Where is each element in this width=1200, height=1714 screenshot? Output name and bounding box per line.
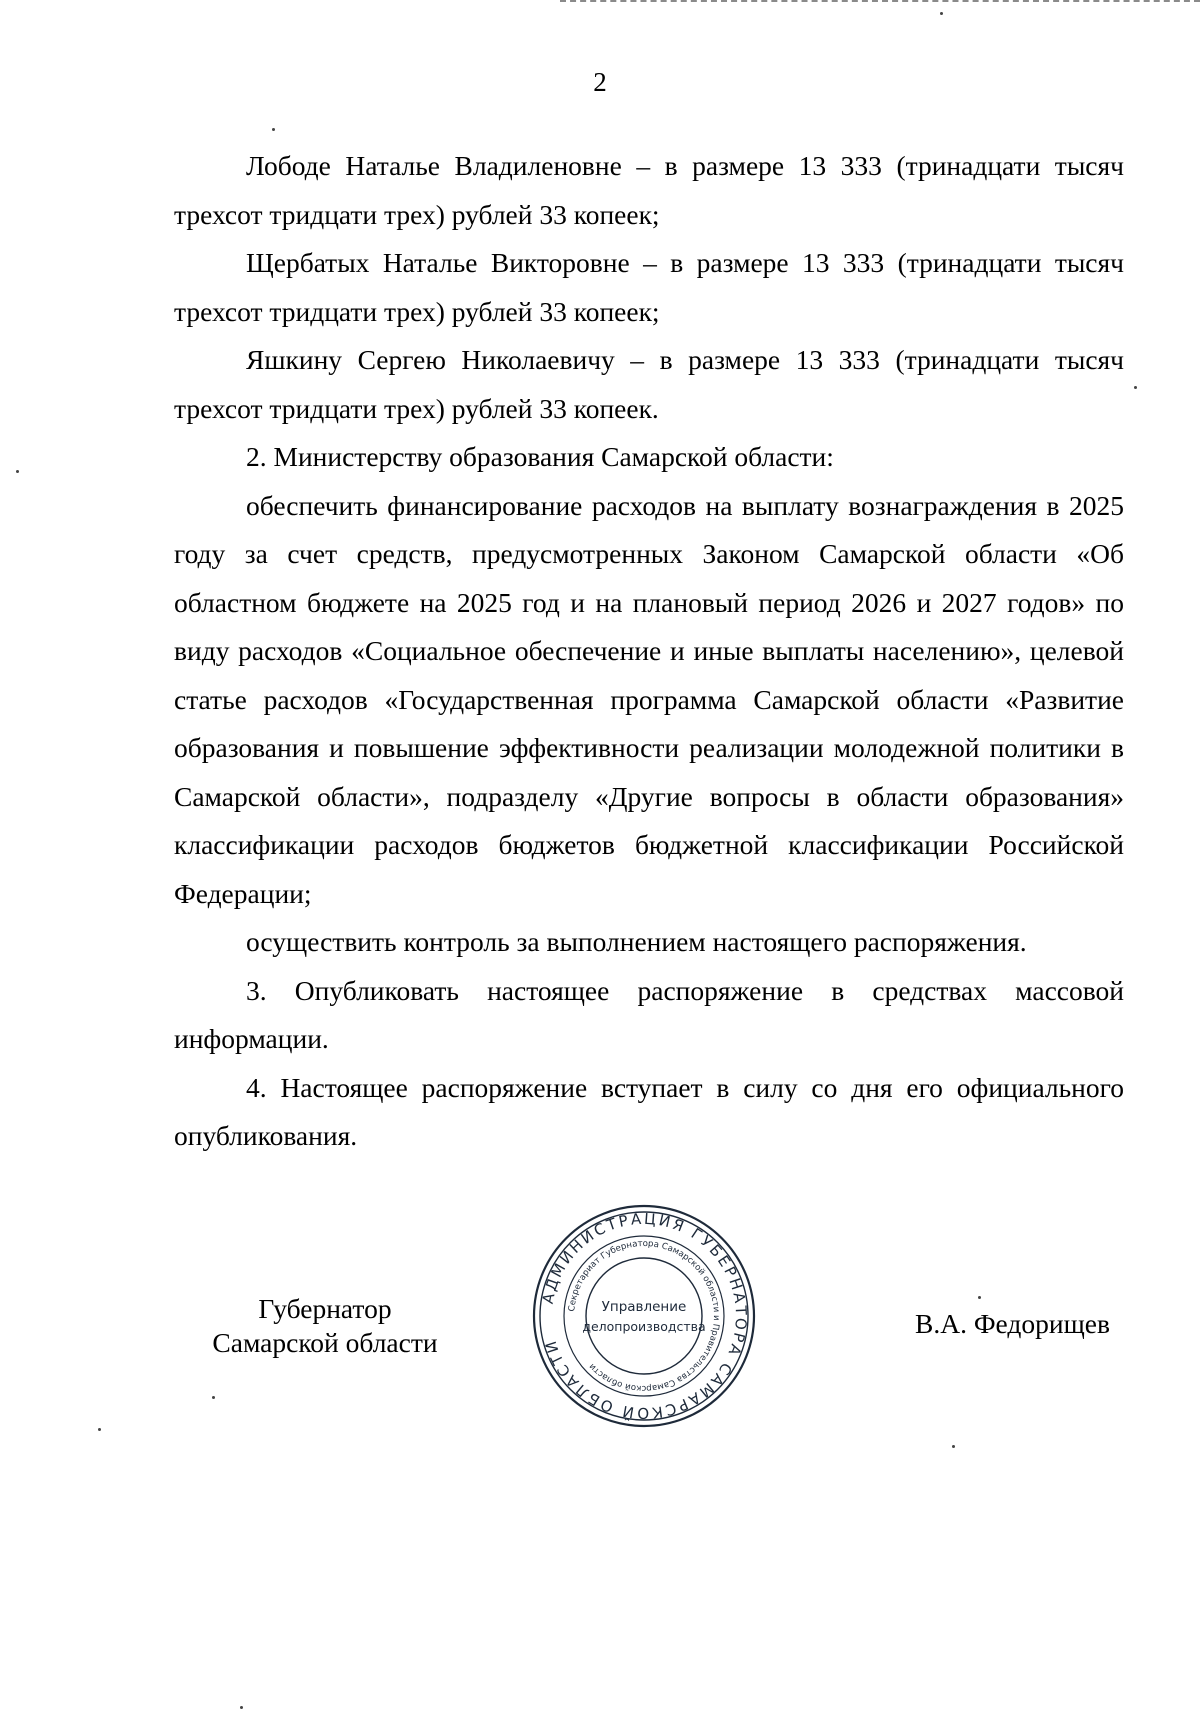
scan-edge-line [560, 0, 1200, 5]
seal-center-line-2: делопроизводства [582, 1319, 706, 1334]
signer-title [190, 1292, 460, 1360]
scan-speck [16, 470, 19, 473]
paragraph-control: осуществить контроль за выполнением настоящего распоряжения. [246, 926, 1027, 957]
seal-center-line-1: Управление [601, 1299, 687, 1315]
scan-speck [952, 1445, 955, 1448]
scan-speck [272, 128, 275, 131]
signer-name: В.А. Федорищев [915, 1308, 1110, 1339]
paragraph-item-4-effect: 4. Настоящее распоряжение вступает в силу со дня его официального опубликования. [174, 1071, 1124, 1151]
scan-speck [212, 1396, 215, 1399]
paragraph-item-3-publish: 3. Опубликовать настоящее распоряжение в средствах массовой информации. [174, 974, 1124, 1054]
scan-speck [1134, 386, 1137, 389]
paragraph-item-2-heading: 2. Министерству образования Самарской области: [246, 441, 834, 472]
seal-inner-text: Секретариат Губернатора Самарской области и Правительства Самарской области [567, 1238, 722, 1394]
scan-speck [978, 1296, 981, 1299]
scan-speck [940, 12, 943, 15]
official-seal [530, 1202, 758, 1430]
paragraph-award-yashkin: Яшкину Сергею Николаевичу – в размере 13 333 (тринадцати тысяч трехсот тридцати трех) рублей 33 копеек. [174, 344, 1124, 424]
paragraph-award-shcherbatykh: Щербатых Наталье Викторовне – в размере 13 333 (тринадцати тысяч трехсот тридцати трех) рублей 33 копеек; [174, 247, 1124, 327]
paragraph-financing: обеспечить финансирование расходов на выплату вознаграждения в 2025 году за счет средств, предусмотренных Законом Самарской области «Об областном бюджете на 2025 год и на плановый период 2026 и 2027 годов» по виду расходов «Социальное обеспечение и иные выплаты населению», целевой статье расходов «Государственная программа Самарской области «Развитие образования и повышение эффективности реализации молодежной политики в Самарской области», подразделу «Другие вопросы в области образования» классификации расходов бюджетов бюджетной классификации Российской Федерации; [174, 489, 1124, 909]
paragraph-award-lobode: Лободе Наталье Владиленовне – в размере 13 333 (тринадцати тысяч трехсот тридцати трех) рублей 33 копеек; [174, 150, 1124, 230]
signature-block [0, 1202, 1200, 1423]
scan-speck [98, 1428, 101, 1431]
signer-title-line-2: Самарской области [212, 1327, 438, 1358]
scan-speck [240, 1706, 243, 1709]
page-number: 2 [593, 67, 607, 97]
signer-title-line-1: Губернатор [258, 1293, 392, 1324]
document-body [174, 142, 1124, 1161]
seal-outer-text: АДМИНИСТРАЦИЯ ГУБЕРНАТОРА САМАРСКОЙ ОБЛАСТИ [538, 1209, 751, 1423]
